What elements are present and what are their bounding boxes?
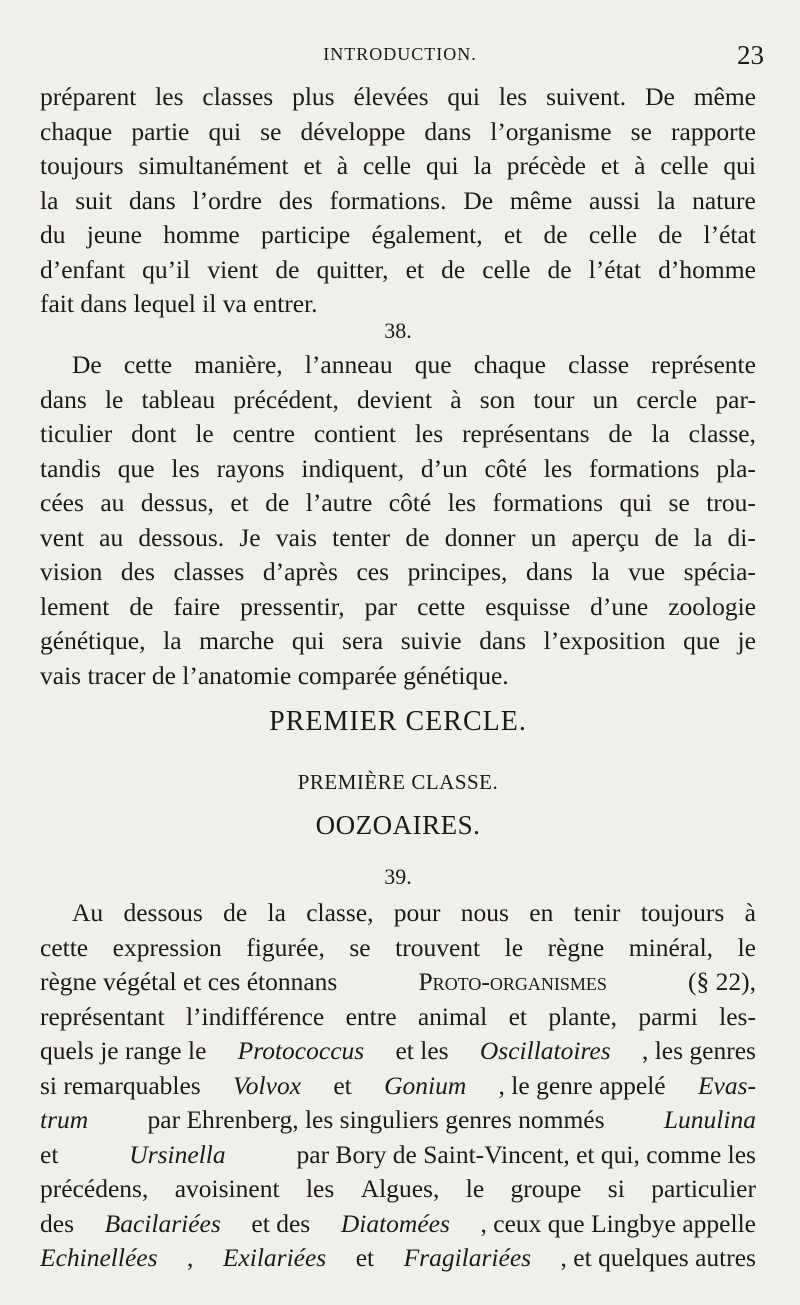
- word: cette: [123, 350, 173, 379]
- text-line: [40, 383, 756, 418]
- word: d’homme: [658, 254, 756, 284]
- word: représentans: [462, 419, 590, 448]
- word: la: [163, 626, 182, 655]
- text-line: vais tracer de l’anatomie comparée génétique.: [40, 660, 509, 690]
- word: du: [40, 220, 66, 249]
- word: devient: [357, 384, 433, 414]
- text-line: [40, 590, 756, 625]
- word: cercle: [636, 384, 698, 414]
- word: parmi: [638, 1001, 698, 1031]
- word: rapporte: [671, 116, 756, 146]
- word: l’organisme: [490, 116, 612, 146]
- text-run: , et quelques autres: [560, 1243, 756, 1272]
- word: trou-: [706, 488, 756, 517]
- text-line: [40, 1207, 756, 1242]
- word: par: [364, 591, 398, 621]
- taxon-ursinella: Ursinella: [129, 1139, 226, 1169]
- text-line: [40, 1000, 756, 1035]
- word: au: [100, 488, 125, 517]
- word: particulier: [651, 1174, 756, 1203]
- word: et: [503, 220, 523, 249]
- text-run: , ceux que Lingbye appelle: [480, 1208, 756, 1238]
- paragraph-3: [40, 896, 756, 1276]
- word: l’indifférence: [185, 1001, 325, 1031]
- word: chaque: [40, 116, 113, 146]
- word: et: [303, 151, 322, 180]
- word: dont: [131, 419, 177, 448]
- word: au: [99, 522, 124, 552]
- word: l’anneau: [304, 350, 393, 379]
- word: de: [658, 220, 683, 249]
- text-run: par Bory de Saint-Vincent, et qui, comme les: [296, 1139, 756, 1169]
- word: tenir: [573, 898, 621, 927]
- taxon-gonium: Gonium: [384, 1070, 467, 1100]
- word: de: [441, 254, 466, 284]
- section-number-38: 38.: [384, 318, 412, 343]
- word: et: [230, 488, 249, 517]
- word: simultanément: [138, 151, 289, 180]
- word: contient: [313, 419, 396, 448]
- text-run: règne végétal et ces étonnans: [40, 967, 338, 996]
- word: cette: [417, 591, 466, 621]
- taxon-fragilariees: Fragilariées: [403, 1243, 532, 1272]
- word: cées: [40, 488, 84, 517]
- word: pla-: [716, 453, 756, 483]
- text-line: [40, 115, 756, 150]
- word: De: [463, 185, 494, 215]
- word: tenter: [332, 522, 391, 552]
- word: qui: [208, 116, 242, 146]
- word: celle: [588, 220, 637, 249]
- word: pour: [393, 898, 441, 927]
- word: se: [260, 116, 282, 146]
- word: de: [547, 254, 572, 284]
- word: celle: [482, 254, 531, 284]
- word: qui: [425, 151, 459, 180]
- word: côté: [388, 488, 432, 517]
- word: les: [447, 488, 477, 517]
- word: de: [265, 488, 290, 517]
- word: nature: [692, 185, 756, 215]
- word: même: [509, 185, 573, 215]
- term-proto-organismes: Proto-organismes: [418, 967, 607, 996]
- word: rayons: [216, 453, 285, 483]
- word: côté: [484, 453, 527, 483]
- word: et: [508, 1001, 527, 1031]
- word: suivie: [400, 626, 462, 655]
- taxon-protococcus: Protococcus: [237, 1036, 365, 1065]
- word: la: [651, 419, 670, 448]
- word: pressentir,: [240, 591, 345, 621]
- taxon-exilariees: Exilariées: [222, 1243, 327, 1272]
- word: je: [737, 626, 756, 655]
- word: l’autre: [305, 488, 373, 517]
- word: minéral,: [628, 932, 714, 962]
- word: centre: [232, 419, 295, 448]
- word: précédent,: [233, 384, 339, 414]
- word: en: [529, 898, 554, 927]
- word: des: [278, 185, 313, 215]
- word: la: [591, 557, 610, 586]
- word: manière,: [194, 350, 283, 379]
- word: avoisinent: [174, 1174, 280, 1203]
- paragraph-2: [40, 348, 756, 693]
- text-run: et des: [251, 1208, 311, 1238]
- word: celle: [362, 151, 412, 180]
- word: d’un: [420, 453, 468, 483]
- word: à: [336, 151, 349, 180]
- word: de: [275, 254, 300, 284]
- word: si: [607, 1174, 625, 1203]
- text-run: , les genres: [641, 1036, 756, 1065]
- text-run: et: [333, 1070, 352, 1100]
- word: des: [120, 557, 155, 586]
- text-run: (§ 22),: [688, 967, 756, 996]
- text-run: des: [40, 1208, 74, 1238]
- text-line: [40, 184, 756, 219]
- word: la: [656, 185, 676, 215]
- word: sera: [342, 626, 384, 655]
- word: homme: [163, 220, 240, 249]
- text-line: [40, 486, 756, 521]
- word: élevées: [353, 82, 429, 111]
- word: dans: [40, 384, 87, 414]
- word: quitter,: [316, 254, 389, 284]
- word: qui: [619, 488, 653, 517]
- text-line: [40, 253, 756, 288]
- word: donner: [444, 522, 516, 552]
- word: celle: [660, 151, 709, 180]
- text-line: [40, 896, 756, 931]
- section-number-39: 39.: [384, 864, 412, 889]
- taxon-bacilariees: Bacilariées: [104, 1208, 221, 1238]
- word: dessous.: [138, 522, 225, 552]
- word: qu’il: [142, 254, 191, 284]
- word: de: [654, 522, 679, 552]
- word: participe: [260, 220, 351, 249]
- word: même: [693, 82, 756, 111]
- word: par-: [715, 384, 756, 414]
- text-run: si remarquables: [40, 1070, 201, 1100]
- word: le: [465, 1174, 485, 1203]
- word: se: [668, 488, 690, 517]
- word: marche: [199, 626, 275, 655]
- text-run: et: [355, 1243, 375, 1272]
- word: représente: [651, 350, 756, 379]
- word: d’après: [262, 557, 338, 586]
- text-line: [40, 80, 756, 115]
- word: l’état: [588, 254, 642, 284]
- heading-oozoaires: OOZOAIRES.: [315, 810, 481, 840]
- word: Au: [72, 898, 104, 927]
- word: figurée,: [246, 932, 325, 962]
- word: la: [40, 185, 59, 215]
- word: également,: [371, 220, 483, 249]
- text-line: [40, 931, 756, 966]
- word: expression: [112, 932, 222, 962]
- word: dessous: [123, 898, 203, 927]
- word: animal: [417, 1001, 488, 1031]
- word: les-: [719, 1001, 756, 1031]
- word: tableau: [141, 384, 216, 414]
- word: di-: [727, 522, 756, 552]
- word: classe: [568, 350, 630, 379]
- text-line: [40, 149, 756, 184]
- word: précédens,: [40, 1174, 149, 1203]
- text-line: [40, 1172, 756, 1207]
- taxon-evastrum: Evas-: [697, 1070, 756, 1100]
- word: le: [104, 384, 124, 414]
- word: aperçu: [571, 522, 640, 552]
- word: groupe: [510, 1174, 582, 1203]
- word: les: [155, 82, 184, 111]
- word: aussi: [589, 185, 641, 215]
- word: classes: [202, 82, 274, 111]
- word: faire: [173, 591, 221, 621]
- text-run: et: [40, 1139, 59, 1169]
- word: et: [600, 151, 620, 180]
- word: développe: [300, 116, 406, 146]
- word: génétique,: [40, 626, 146, 655]
- text-line: [40, 417, 756, 452]
- text-line: [40, 1069, 756, 1104]
- word: tandis: [40, 453, 101, 483]
- word: qui: [447, 82, 481, 111]
- word: de: [129, 591, 154, 621]
- word: dans: [128, 185, 176, 215]
- word: représentant: [40, 1001, 165, 1031]
- word: tour: [533, 384, 575, 414]
- word: principes,: [407, 557, 508, 586]
- word: l’état: [703, 220, 756, 249]
- word: nous: [460, 898, 509, 927]
- word: à: [634, 151, 646, 180]
- word: dans: [526, 557, 573, 586]
- word: classe,: [306, 898, 374, 927]
- word: le: [737, 932, 756, 962]
- word: entre: [345, 1001, 397, 1031]
- word: plante,: [548, 1001, 617, 1031]
- word: de: [608, 419, 633, 448]
- word: De: [72, 350, 102, 379]
- text-run: ,: [187, 1243, 194, 1272]
- word: de: [223, 898, 248, 927]
- word: l’exposition: [543, 626, 666, 655]
- word: son: [479, 384, 516, 414]
- word: d’une: [590, 591, 649, 621]
- word: suit: [75, 185, 113, 215]
- word: à: [450, 384, 462, 414]
- word: spécia-: [683, 557, 756, 586]
- word: d’enfant: [40, 254, 125, 284]
- word: Algues,: [360, 1174, 440, 1203]
- word: toujours: [640, 898, 725, 927]
- text-line: [40, 218, 756, 253]
- word: la: [267, 898, 286, 927]
- word: plus: [292, 82, 335, 111]
- word: chaque: [473, 350, 546, 379]
- text-line: [40, 1103, 756, 1138]
- word: De: [645, 82, 675, 111]
- word: vais: [275, 522, 317, 552]
- text-line: [40, 1138, 756, 1173]
- heading-premiere-classe: PREMIÈRE CLASSE.: [297, 770, 499, 794]
- text-line: [40, 965, 756, 1000]
- word: qui: [291, 626, 325, 655]
- word: suivent.: [546, 82, 627, 111]
- word: un: [592, 384, 619, 414]
- text-line: [40, 521, 756, 556]
- text-line: [40, 1034, 756, 1069]
- word: vision: [40, 557, 103, 586]
- taxon-echinellees: Echinellées: [40, 1243, 158, 1272]
- word: formations: [492, 488, 604, 517]
- word: que: [414, 350, 452, 379]
- text-line: [40, 452, 756, 487]
- word: préparent: [40, 82, 137, 111]
- word: l’ordre: [192, 185, 262, 215]
- word: ticulier: [40, 419, 113, 448]
- word: qui: [723, 151, 756, 180]
- word: à: [744, 898, 756, 927]
- word: cette: [40, 932, 89, 962]
- word: le: [504, 932, 524, 962]
- word: les: [171, 453, 200, 483]
- word: Je: [239, 522, 261, 552]
- text-run: quels je range le: [40, 1036, 207, 1065]
- word: règne: [547, 932, 605, 962]
- word: ces: [356, 557, 390, 586]
- word: vue: [628, 557, 666, 586]
- word: dessus,: [140, 488, 214, 517]
- word: la: [473, 151, 492, 180]
- word: vent: [40, 522, 84, 552]
- word: les: [543, 453, 573, 483]
- text-line: [40, 1241, 756, 1276]
- word: formations.: [329, 185, 447, 215]
- text-run: et les: [395, 1036, 449, 1065]
- word: se: [349, 932, 371, 962]
- text-line: [40, 348, 756, 383]
- page-number: 23: [737, 40, 764, 70]
- word: que: [683, 626, 720, 655]
- paragraph-1: [40, 80, 756, 322]
- word: jeune: [86, 220, 142, 249]
- word: indiquent,: [301, 453, 405, 483]
- taxon-volvox: Volvox: [233, 1070, 302, 1100]
- heading-premier-cercle: PREMIER CERCLE.: [269, 706, 527, 737]
- taxon-oscillatoires: Oscillatoires: [479, 1036, 611, 1065]
- word: de: [405, 522, 430, 552]
- word: un: [530, 522, 557, 552]
- word: classe,: [688, 419, 756, 448]
- word: que: [117, 453, 155, 483]
- taxon-lunulina: Lunulina: [663, 1105, 756, 1134]
- word: vient: [207, 254, 259, 284]
- word: les: [498, 82, 528, 111]
- word: esquisse: [485, 591, 571, 621]
- taxon-evastrum-end: trum: [40, 1105, 89, 1134]
- word: la: [693, 522, 713, 552]
- word: zoologie: [668, 591, 756, 621]
- word: les: [305, 1174, 335, 1203]
- word: trouvent: [395, 932, 481, 962]
- text-run: par Ehrenberg, les singuliers genres nommés: [147, 1105, 605, 1134]
- running-title: INTRODUCTION.: [323, 44, 477, 64]
- word: dans: [424, 116, 472, 146]
- word: se: [630, 116, 652, 146]
- word: toujours: [40, 151, 124, 180]
- text-run: , le genre appelé: [498, 1070, 666, 1100]
- text-line: [40, 624, 756, 659]
- word: et: [405, 254, 425, 284]
- running-header: [0, 40, 800, 74]
- word: les: [414, 419, 444, 448]
- word: précède: [506, 151, 586, 180]
- word: formations: [588, 453, 700, 483]
- taxon-diatomees: Diatomées: [340, 1208, 450, 1238]
- word: lement: [40, 591, 110, 621]
- word: dans: [479, 626, 527, 655]
- word: le: [195, 419, 214, 448]
- word: partie: [131, 116, 190, 146]
- text-line: fait dans lequel il va entrer.: [40, 289, 318, 318]
- word: classes: [173, 557, 245, 586]
- text-line: [40, 555, 756, 590]
- word: de: [543, 220, 568, 249]
